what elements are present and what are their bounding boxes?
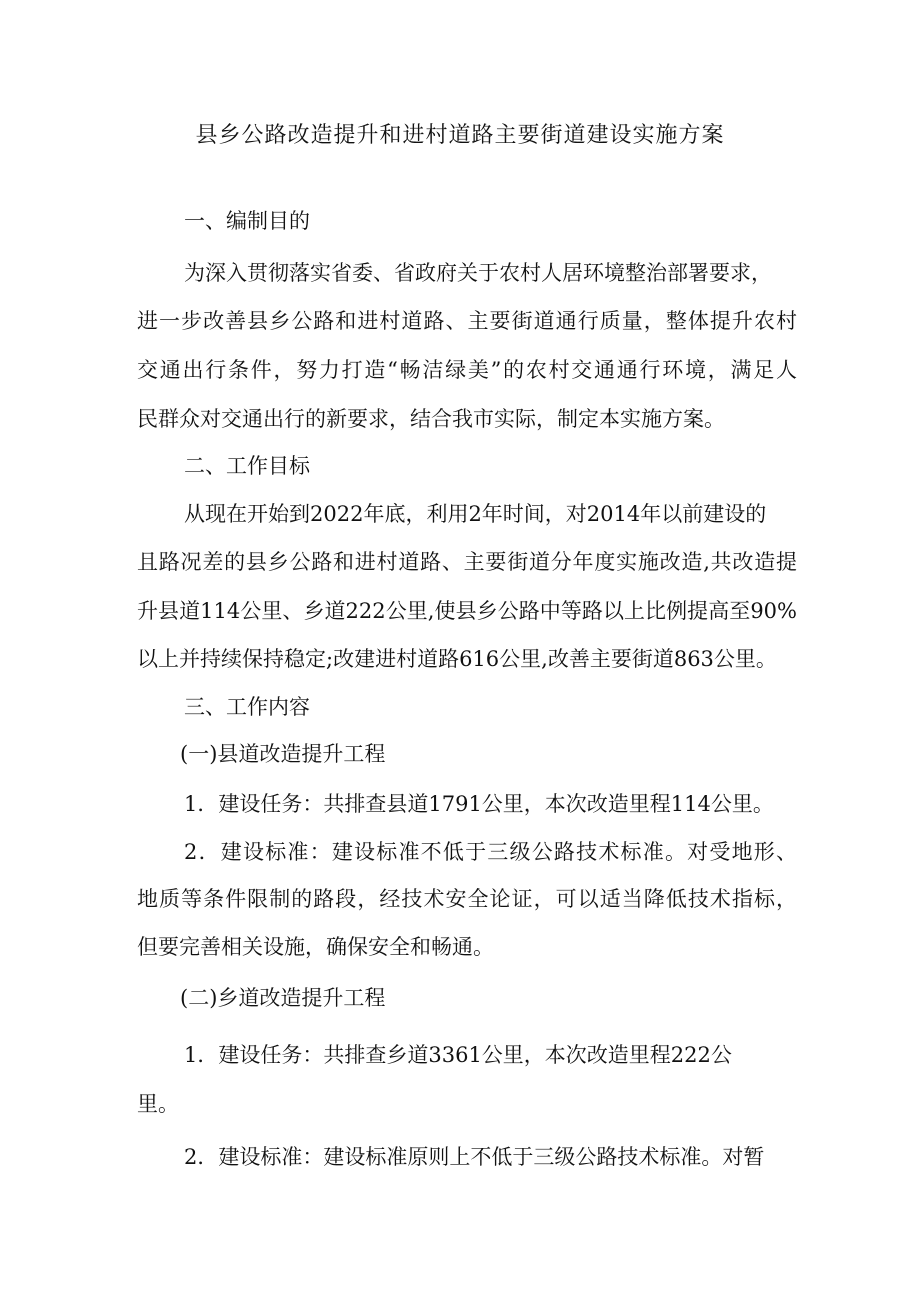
paragraph-line: 民群众对交通出行的新要求，结合我市实际，制定本实施方案。 [137, 407, 725, 431]
list-item: 2．建设标准：建设标准原则上不低于三级公路技术标准。对暂 [184, 1145, 765, 1169]
subsection-heading-county-road: (一)县道改造提升工程 [180, 742, 386, 766]
list-item: 2．建设标准：建设标准不低于三级公路技术标准。对受地形、 [184, 840, 797, 864]
paragraph-line: 从现在开始到2022年底，利用2年时间，对2014年以前建设的 [184, 502, 767, 526]
section-heading-goals: 二、工作目标 [184, 454, 310, 478]
paragraph-line: 升县道114公里、乡道222公里,使县乡公路中等路以上比例提高至90% [137, 599, 797, 623]
paragraph-line: 以上并持续保持稳定;改建进村道路616公里,改善主要街道863公里。 [137, 647, 777, 671]
subsection-heading-township-road: (二)乡道改造提升工程 [180, 986, 386, 1010]
paragraph-line: 进一步改善县乡公路和进村道路、主要街道通行质量，整体提升农村 [137, 309, 797, 333]
paragraph-line: 且路况差的县乡公路和进村道路、主要街道分年度实施改造,共改造提 [137, 550, 797, 574]
paragraph-line: 为深入贯彻落实省委、省政府关于农村人居环境整治部署要求， [184, 261, 772, 285]
paragraph-line: 但要完善相关设施，确保安全和畅通。 [137, 935, 494, 959]
section-heading-content: 三、工作内容 [184, 695, 310, 719]
list-item: 1．建设任务：共排查乡道3361公里，本次改造里程222公 [184, 1043, 732, 1067]
section-heading-purpose: 一、编制目的 [184, 209, 310, 233]
paragraph-line: 里。 [137, 1092, 179, 1116]
paragraph-line: 地质等条件限制的路段，经技术安全论证，可以适当降低技术指标， [137, 887, 797, 911]
document-title: 县乡公路改造提升和进村道路主要街道建设实施方案 [195, 123, 725, 148]
paragraph-line: 交通出行条件，努力打造“畅洁绿美”的农村交通通行环境，满足人 [137, 358, 797, 382]
list-item: 1．建设任务：共排查县道1791公里，本次改造里程114公里。 [184, 792, 774, 816]
